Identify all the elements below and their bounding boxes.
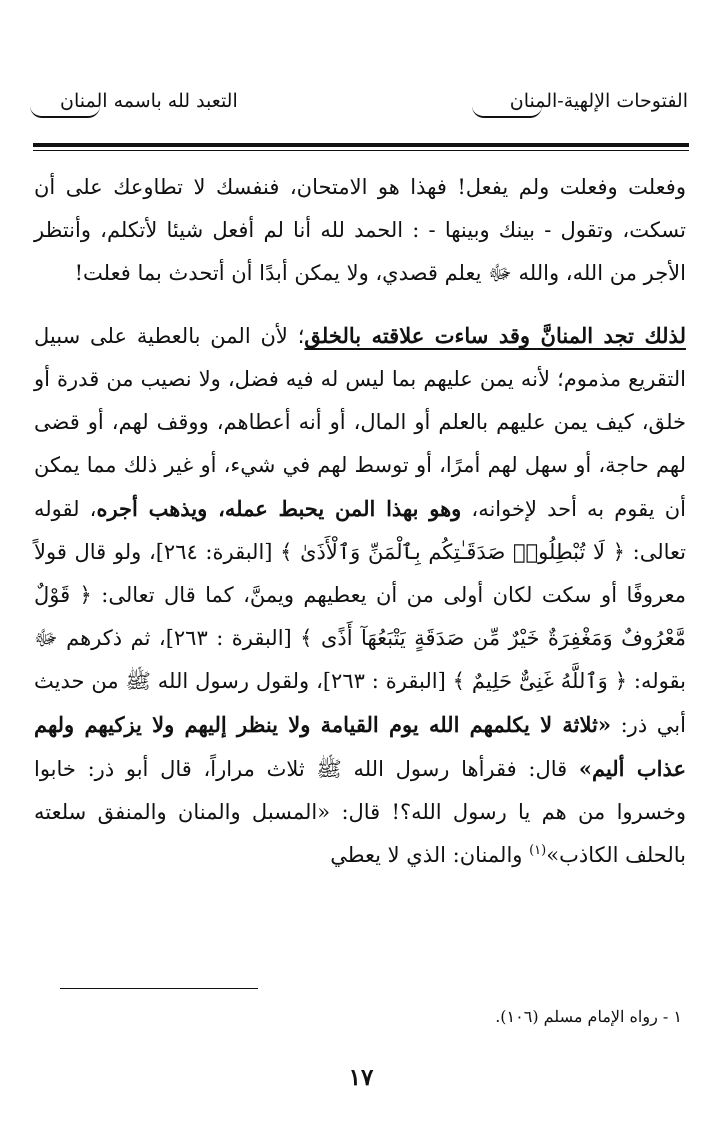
paragraph-2 (34, 314, 686, 877)
paragraph-2-text-a: ؛ لأن المن بالعطية على سبيل التقريع مذموم؛ لأنه يمن عليهم بما ليس له فيه فضل، ولا نصيب من قدرة أو خلق، كيف يمن عليهم بالعلم أو المال، أو أنه أعطاهم، ووقف لهم، أو قضى لهم حاجة، أو سهل لهم أمرًا، أو توسط لهم في شيء، أو غير ذلك مما يمكن أن يقوم به أحد لإخوانه، (34, 324, 686, 521)
paragraph-2-bold-text: وهو بهذا المن يحبط عمله، ويذهب أجره (96, 496, 462, 521)
paragraph-1 (34, 166, 686, 295)
header-book-title: الفتوحات الإلهية-المنان (509, 90, 688, 112)
header-rule-thick (33, 143, 689, 147)
header-swash-right (472, 106, 542, 118)
paragraph-2-heading: لذلك تجد المنانَّ وقد ساءت علاقته بالخلق (304, 323, 686, 348)
paragraph-1-line-2: وتقول - بينك وبينها - : الحمد لله أنا لم أفعل شيئا لأتكلم، وأنتظر الأجر من الله، والله (34, 218, 686, 285)
paragraph-2-text-b: ، لقوله تعالى: ﴿ لَا تُبْطِلُوا۟ صَدَقَـٰتِكُم بِٱلْمَنِّ وَٱلْأَذَىٰ ﴾ [البقرة: ٢٦٤]، ولو قال قولاً معروفًا أو سكت لكان أولى من أن يعطيهم ويمنَّ، كما قال تعالى: ﴿ قَوْلٌ مَّعْرُوفٌ وَمَغْفِرَةٌ خَيْرٌ مِّن صَدَقَةٍ يَتْبَعُهَآ أَذًى ﴾ [البقرة : ٢٦٣]، ثم ذكرهم ﷻ بقوله: ﴿ وَٱللَّهُ غَنِىٌّ حَلِيمٌ ﴾ [البقرة : ٢٦٣]، ولقول رسول الله ﷺ من حديث أبي ذر: (34, 497, 687, 737)
hadith-quote: «ثلاثة لا يكلمهم الله يوم القيامة ولا ينظر إليهم ولا يزكيهم ولهم عذاب أليم» (34, 712, 686, 781)
running-header (30, 84, 692, 124)
header-swash-left (30, 106, 100, 118)
paragraph-2-text-c: قال: فقرأها رسول الله ﷺ ثلاث مراراً، قال أبو ذر: خابوا وخسروا من هم يا رسول الله؟! قال: «المسبل والمنان والمنفق سلعته بالحلف الكاذب» (34, 757, 686, 867)
paragraph-1-line-1: وفعلت وفعلت ولم يفعل! فهذا هو الامتحان، فنفسك لا تطاوعك على أن تسكت، (34, 175, 686, 242)
body-text (34, 166, 686, 877)
header-chapter-title: التعبد لله باسمه المنان (60, 90, 238, 112)
footnote-separator (60, 988, 258, 989)
page-number: ١٧ (348, 1064, 374, 1091)
footnote: ١ - رواه الإمام مسلم (١٠٦). (495, 1007, 682, 1026)
footnote-marker: (١) (529, 843, 547, 858)
paragraph-1-line-3: ﷻ يعلم قصدي، ولا يمكن أبدًا أن أتحدث بما فعلت! (74, 261, 512, 285)
paragraph-2-text-d: والمنان: الذي لا يعطي (330, 843, 530, 867)
header-rule-thin (33, 150, 689, 151)
